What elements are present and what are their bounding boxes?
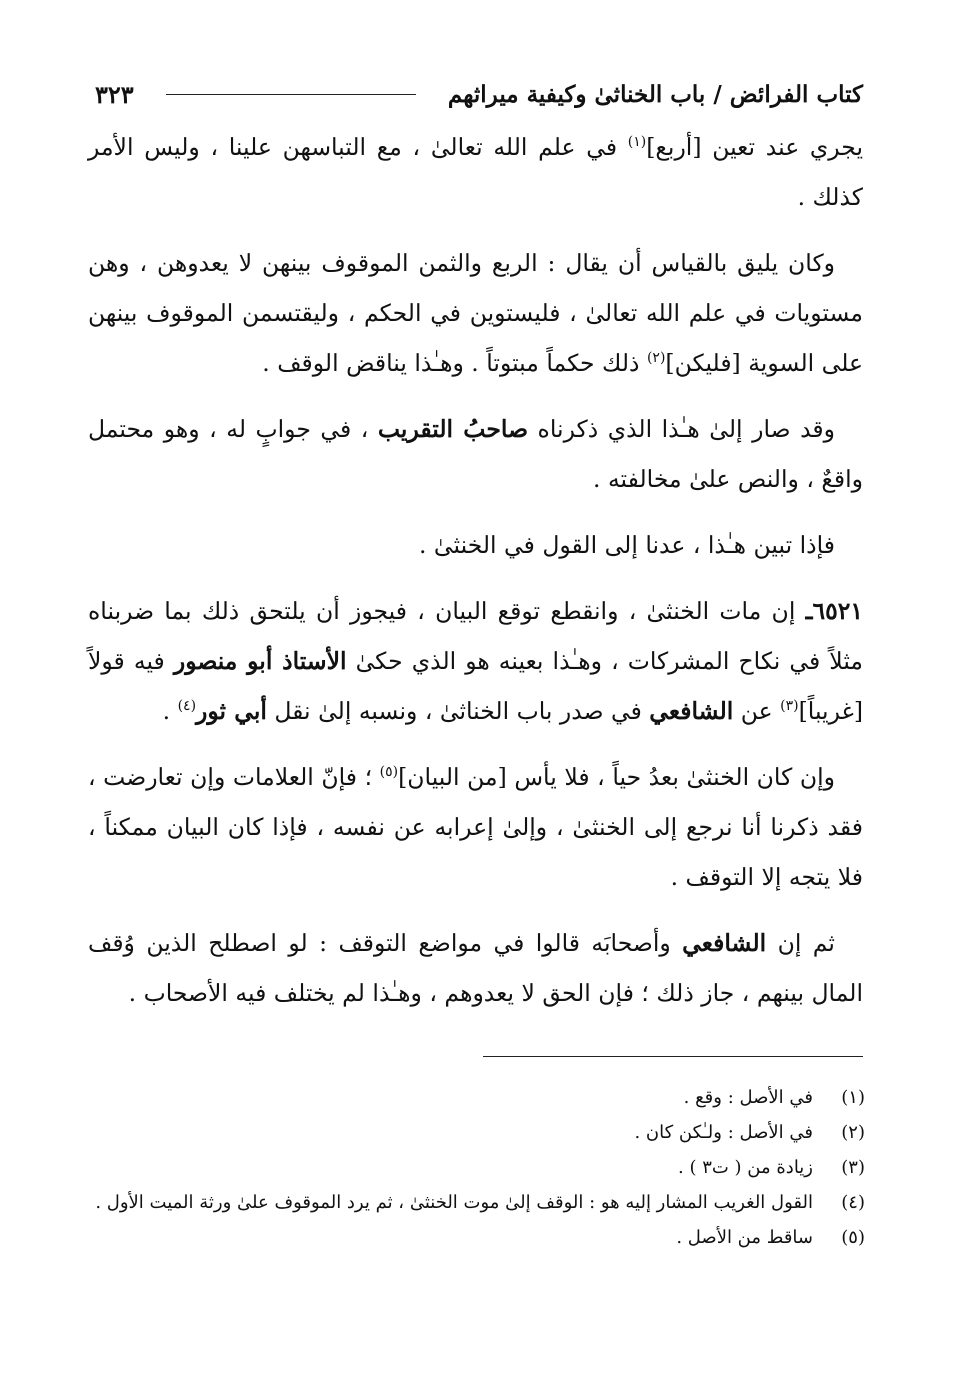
footnote-ref-2: (٢)	[646, 350, 666, 367]
paragraph-4	[88, 520, 863, 570]
name-shafii: الشافعي	[682, 929, 767, 957]
paragraph-7	[88, 918, 863, 1018]
footnote-5	[90, 1222, 865, 1254]
header-title: كتاب الفرائض / باب الخناثىٰ وكيفية ميراثهم	[447, 80, 863, 108]
footnote-text: في الأصل : ولـٰكن كان .	[634, 1122, 813, 1143]
footnote-ref-4: (٤)	[177, 698, 197, 715]
footnote-separator	[483, 1056, 863, 1057]
text-span: ثم إن	[766, 929, 835, 957]
footnote-3	[90, 1152, 865, 1184]
text-span: ، في جوابٍ له ، وهو محتمل واقعٌ ، والنص علىٰ مخالفته .	[88, 415, 863, 493]
footnote-text: زيادة من ( ت٣ ) .	[678, 1157, 813, 1178]
footnote-text: ساقط من الأصل .	[676, 1227, 813, 1248]
text-span: فإذا تبين هـٰذا ، عدنا إلى القول في الخنثىٰ .	[418, 531, 835, 559]
name-abu-thawr: أبي ثور	[196, 697, 267, 725]
footnotes	[90, 1082, 865, 1257]
footnote-number: (١)	[841, 1087, 865, 1108]
paragraph-3	[88, 404, 863, 504]
text-span: ؛ فإنّ العلامات وإن تعارضت ، فقد ذكرنا أنا نرجع إلى الخنثىٰ ، وإلىٰ إعرابه عن نفسه ، فإذا كان البيان ممكناً ، فلا يتجه إلا التوقف .	[88, 763, 863, 891]
name-sahib-al-taqrib: صاحبُ التقريب	[377, 415, 529, 443]
text-span: في علم الله تعالىٰ ، مع التباسهن علينا ، وليس الأمر كذلك .	[88, 133, 863, 211]
footnote-number: (٤)	[841, 1192, 865, 1213]
footnote-number: (٣)	[841, 1157, 865, 1178]
text-span: فيه قولاً [غريباً]	[88, 647, 863, 725]
paragraph-2	[88, 238, 863, 388]
section-number: ٦٥٢١ـ	[805, 597, 863, 625]
footnote-text: في الأصل : وقع .	[683, 1087, 813, 1108]
text-span: عن	[733, 697, 781, 725]
text-span: وقد صار إلىٰ هـٰذا الذي ذكرناه	[528, 415, 835, 443]
text-span: .	[162, 697, 178, 725]
footnote-ref-5: (٥)	[379, 764, 399, 781]
text-span: وإن كان الخنثىٰ بعدُ حياً ، فلا يأس [من البيان]	[398, 763, 835, 791]
text-span: ذلك حكماً مبتوتاً . وهـٰذا يناقض الوقف .	[262, 349, 647, 377]
footnote-number: (٢)	[841, 1122, 865, 1143]
footnote-2	[90, 1117, 865, 1149]
paragraph-6	[88, 752, 863, 902]
text-span: إن مات الخنثىٰ ، وانقطع توقع البيان ، فيجوز أن يلتحق ذلك بما ضربناه مثلاً في نكاح المشركات ، وهـٰذا بعينه هو الذي حكىٰ	[88, 597, 863, 675]
body-text	[88, 122, 863, 1034]
text-span: يجري عند تعين [أربع]	[646, 133, 863, 161]
footnote-ref-1: (١)	[627, 134, 647, 151]
page-number: ٣٢٣	[95, 79, 134, 109]
running-header	[95, 72, 863, 116]
name-shafii: الشافعي	[649, 697, 734, 725]
name-abu-mansur: الأستاذ أبو منصور	[173, 647, 347, 675]
text-span: وكان يليق بالقياس أن يقال : الربع والثمن الموقوف بينهن لا يعدوهن ، وهن مستويات في علم الله تعالىٰ ، فليستوين في الحكم ، وليقتسمن الموقوف بينهن على السوية [فليكن]	[88, 249, 863, 377]
footnote-number: (٥)	[841, 1227, 865, 1248]
header-rule	[166, 94, 416, 95]
text-span: وأصحابَه قالوا في مواضع التوقف : لو اصطلح الذين وُقف المال بينهم ، جاز ذلك ؛ فإن الحق لا يعدوهم ، وهـٰذا لم يختلف فيه الأصحاب .	[88, 929, 863, 1007]
paragraph-5	[88, 586, 863, 736]
footnote-text: القول الغريب المشار إليه هو : الوقف إلىٰ موت الخنثىٰ ، ثم يرد الموقوف علىٰ ورثة الميت الأول .	[95, 1192, 813, 1213]
footnote-ref-3: (٣)	[780, 698, 799, 715]
text-span: في صدر باب الخناثىٰ ، ونسبه إلىٰ نقل	[266, 697, 650, 725]
footnote-1	[90, 1082, 865, 1114]
paragraph-1	[88, 122, 863, 222]
footnote-4	[90, 1187, 865, 1219]
